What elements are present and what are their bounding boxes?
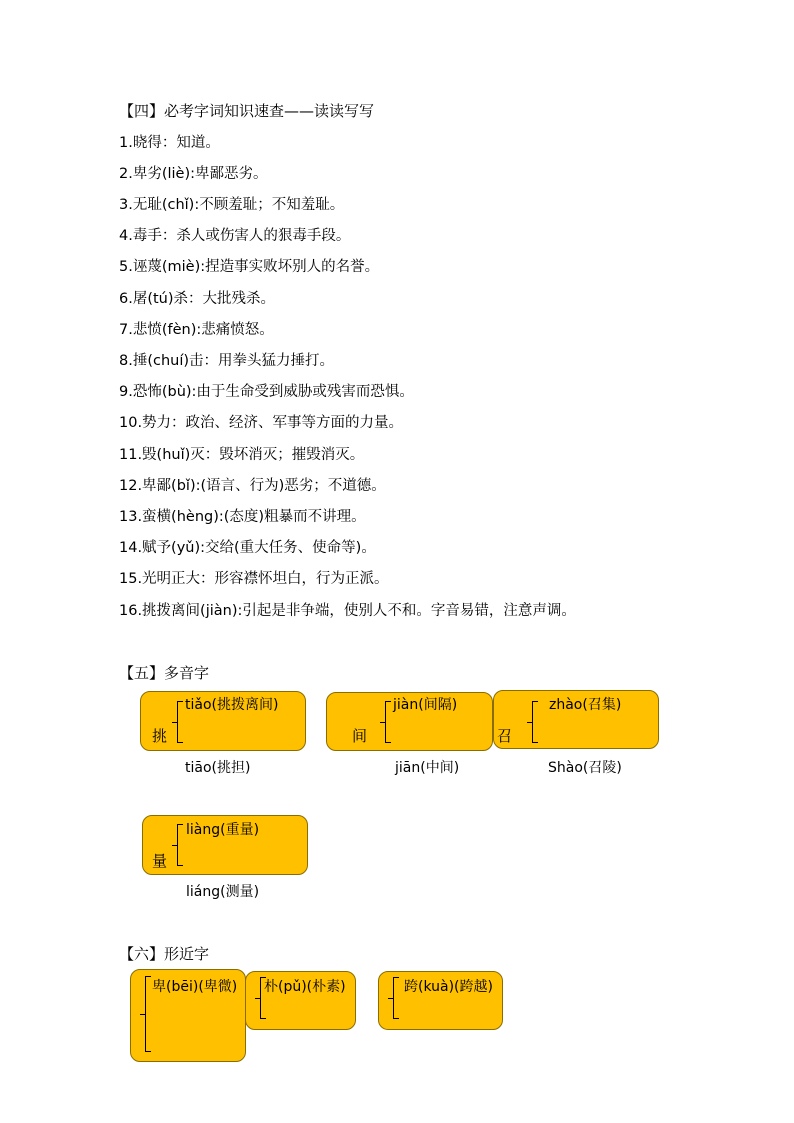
vocab-item: 13.蛮横(hèng):(态度)粗暴而不讲理。	[119, 509, 366, 525]
vocab-item: 15.光明正大：形容襟怀坦白，行为正派。	[119, 571, 389, 587]
polyphone-reading: zhào(召集)	[549, 697, 622, 713]
brace-icon	[393, 977, 399, 1019]
polyphone-alt-reading: jiān(中间)	[395, 760, 460, 776]
section6-heading: 【六】形近字	[119, 945, 210, 963]
similar-char-box-pu	[245, 971, 356, 1030]
polyphone-char: 挑	[152, 727, 168, 745]
polyphone-alt-reading: liáng(测量)	[186, 884, 260, 900]
polyphone-char: 召	[497, 727, 513, 745]
polyphone-char: 间	[352, 727, 368, 745]
polyphone-reading: jiàn(间隔)	[393, 697, 458, 713]
vocab-item: 5.诬蔑(miè):捏造事实败坏别人的名誉。	[119, 259, 380, 275]
similar-char-box-bei	[130, 969, 246, 1062]
vocab-item: 3.无耻(chǐ):不顾羞耻；不知羞耻。	[119, 197, 345, 213]
vocab-item: 11.毁(huǐ)灭：毁坏消灭；摧毁消灭。	[119, 447, 365, 463]
vocab-item: 6.屠(tú)杀：大批残杀。	[119, 291, 276, 307]
similar-char-box-kua	[378, 971, 503, 1030]
vocab-item: 9.恐怖(bù):由于生命受到威胁或残害而恐惧。	[119, 384, 414, 400]
polyphone-box-liang	[142, 815, 308, 875]
vocab-item: 10.势力：政治、经济、军事等方面的力量。	[119, 415, 404, 431]
vocab-item: 16.挑拨离间(jiàn):引起是非争端，使别人不和。字音易错，注意声调。	[119, 603, 576, 619]
polyphone-reading: tiǎo(挑拨离间)	[185, 697, 279, 713]
vocab-item: 12.卑鄙(bǐ):(语言、行为)恶劣；不道德。	[119, 478, 386, 494]
polyphone-box-zhao	[493, 690, 659, 749]
vocab-item: 7.悲愤(fèn):悲痛愤怒。	[119, 322, 274, 338]
polyphone-char: 量	[152, 852, 168, 870]
brace-icon	[145, 976, 151, 1052]
polyphone-alt-reading: tiāo(挑担)	[185, 760, 251, 776]
polyphone-box-jian	[326, 692, 493, 751]
vocab-item: 8.捶(chuí)击：用拳头猛力捶打。	[119, 353, 335, 369]
polyphone-box-tiao	[140, 691, 306, 751]
section5-heading: 【五】多音字	[119, 664, 210, 682]
polyphone-reading: liàng(重量)	[186, 822, 260, 838]
brace-icon	[385, 701, 391, 743]
vocab-item: 14.赋予(yǔ):交给(重大任务、使命等)。	[119, 540, 376, 556]
vocab-item: 2.卑劣(liè):卑鄙恶劣。	[119, 166, 268, 182]
vocab-item: 4.毒手：杀人或伤害人的狠毒手段。	[119, 228, 351, 244]
brace-icon	[177, 701, 183, 743]
brace-icon	[532, 701, 538, 743]
section4-heading: 【四】必考字词知识速查——读读写写	[119, 102, 375, 120]
similar-char-entry: 卑(bēi)(卑微)	[152, 979, 238, 995]
similar-char-entry: 跨(kuà)(跨越)	[404, 979, 493, 995]
similar-char-entry: 朴(pǔ)(朴素)	[264, 979, 346, 995]
polyphone-alt-reading: Shào(召陵)	[548, 760, 622, 776]
brace-icon	[177, 824, 183, 866]
vocab-item: 1.晓得：知道。	[119, 135, 220, 151]
